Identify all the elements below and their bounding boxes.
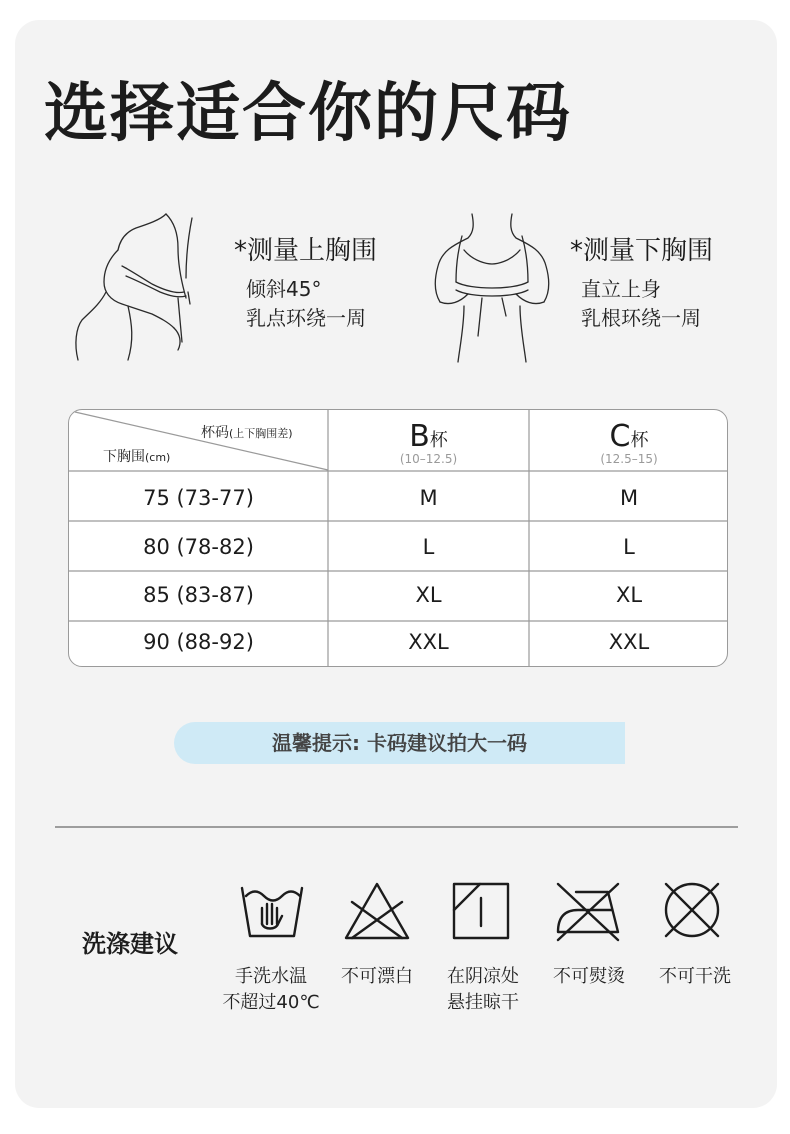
upper-bust-step-1: 倾斜45° — [246, 277, 322, 301]
header-cup-note: (上下胸围差) — [229, 427, 293, 440]
cup-b-suffix: 杯 — [429, 430, 448, 451]
header-band-text: 下胸围 — [103, 449, 145, 465]
no-dry-clean-line-1: 不可干洗 — [659, 966, 731, 987]
size-cell-90-b: XXL — [408, 630, 449, 654]
band-cell-75: 75 (73-77) — [143, 486, 254, 510]
no-dry-clean-icon — [660, 878, 724, 942]
section-divider — [55, 826, 738, 828]
shade-dry-icon — [450, 880, 512, 942]
no-bleach-label — [318, 964, 436, 990]
no-dry-clean-label — [636, 964, 754, 990]
size-cell-80-c: L — [623, 535, 635, 559]
size-cell-75-b: M — [419, 486, 438, 510]
shade-dry-line-2: 悬挂晾干 — [447, 992, 519, 1013]
cup-c-header — [529, 419, 728, 454]
under-bust-step-2: 乳根环绕一周 — [581, 306, 701, 330]
size-tip-text: 温馨提示: 卡码建议拍大一码 — [272, 731, 527, 755]
size-cell-85-c: XL — [615, 583, 643, 607]
size-cell-75-c: M — [619, 486, 639, 510]
header-band-label — [103, 446, 170, 466]
page-title: 选择适合你的尺码 — [44, 77, 572, 151]
band-cell-90: 90 (88-92) — [143, 630, 254, 654]
header-cup-text: 杯码 — [201, 425, 229, 441]
cup-c-letter: C — [609, 419, 631, 454]
cup-c-suffix: 杯 — [630, 430, 649, 451]
under-bust-title: *测量下胸围 — [570, 236, 714, 266]
size-cell-80-b: L — [422, 535, 435, 559]
no-iron-icon — [552, 880, 624, 942]
upper-bust-figure-illustration — [70, 208, 205, 366]
shade-dry-line-1: 在阴凉处 — [447, 966, 519, 987]
upper-bust-step-2: 乳点环绕一周 — [246, 306, 366, 330]
cup-c-range: (12.5–15) — [600, 452, 658, 466]
band-cell-80: 80 (78-82) — [143, 535, 254, 559]
hand-wash-line-1: 手洗水温 — [235, 966, 307, 987]
size-table — [68, 409, 728, 667]
no-iron-label — [530, 964, 648, 990]
header-cup-label — [201, 422, 293, 442]
size-tip-banner — [174, 722, 625, 764]
shade-dry-label — [424, 964, 542, 1016]
no-bleach-icon — [342, 880, 412, 942]
size-cell-85-b: XL — [415, 583, 442, 607]
hand-wash-line-2: 不超过40℃ — [222, 992, 320, 1013]
cup-b-letter: B — [409, 419, 430, 454]
hand-wash-icon — [238, 880, 306, 942]
no-bleach-line-1: 不可漂白 — [341, 966, 413, 987]
band-cell-85: 85 (83-87) — [143, 583, 254, 607]
hand-wash-label — [208, 964, 334, 1016]
washing-title: 洗涤建议 — [82, 930, 178, 958]
cup-b-header — [328, 419, 529, 454]
header-band-unit: (cm) — [145, 451, 171, 464]
under-bust-step-1: 直立上身 — [581, 277, 661, 301]
upper-bust-title: *测量上胸围 — [234, 236, 378, 266]
no-iron-line-1: 不可熨烫 — [553, 966, 625, 987]
under-bust-figure-illustration — [430, 210, 555, 365]
cup-b-range: (10–12.5) — [399, 452, 458, 466]
size-cell-90-c: XXL — [608, 630, 650, 654]
